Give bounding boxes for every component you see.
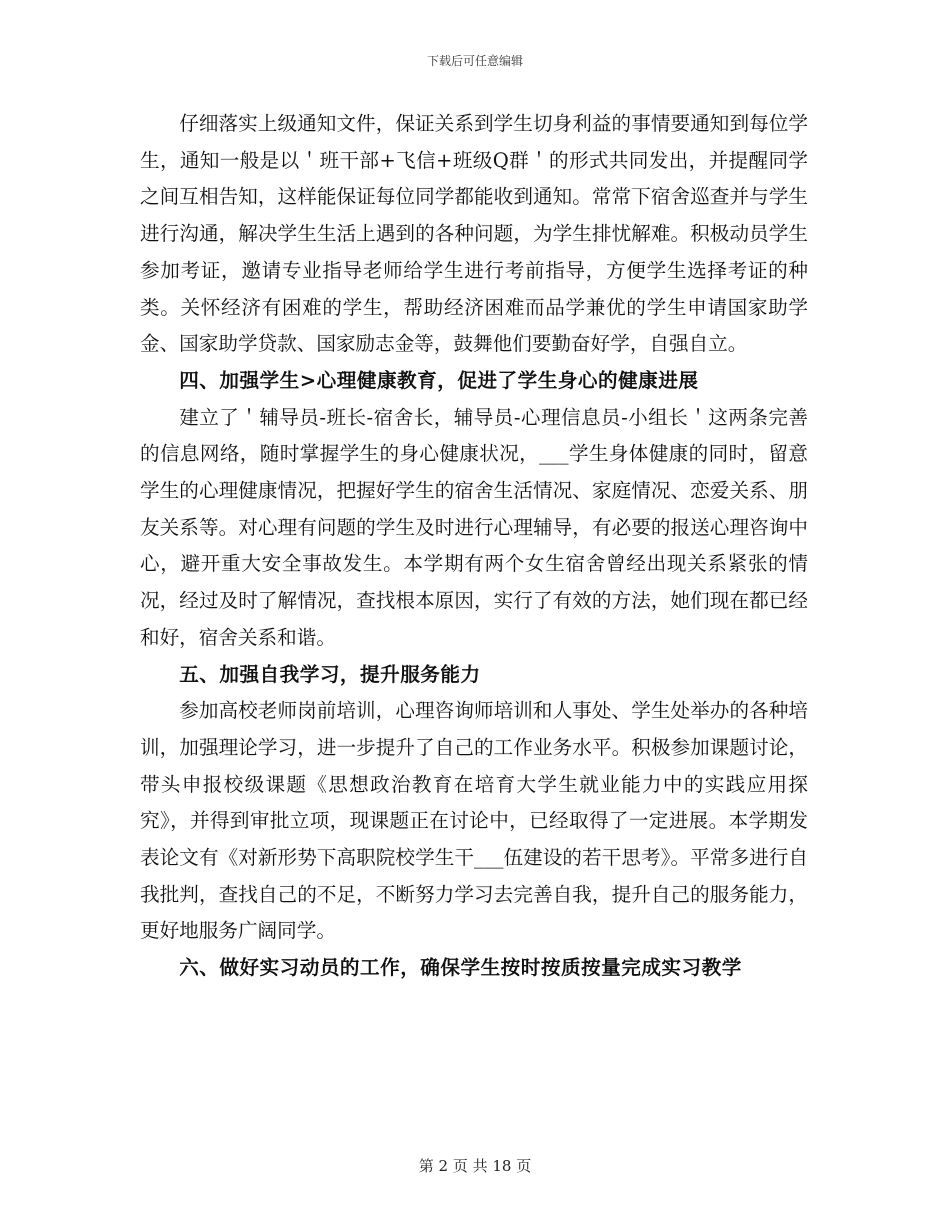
page-header-note: 下载后可任意编辑	[426, 54, 523, 68]
document-body	[140, 106, 808, 987]
paragraph-student-notices: 仔细落实上级通知文件，保证关系到学生切身利益的事情要通知到每位学生，通知一般是以＇班干部+飞信+班级Q群＇的形式共同发出，并提醒同学之间互相告知，这样能保证每位同学都能收到通知。常常下宿舍巡查并与学生进行沟通，解决学生生活上遇到的各种问题，为学生排忧解难。积极动员学生参加考证，邀请专业指导老师给学生进行考前指导，方便学生选择考证的种类。关怀经济有困难的学生，帮助经济困难而品学兼优的学生申请国家助学金、国家助学贷款、国家励志金等，鼓舞他们要勤奋好学，自强自立。	[140, 112, 808, 356]
heading-section-six: 六、做好实习动员的工作，确保学生按时按质按量完成实习教学	[179, 956, 742, 980]
page-number: 第 2 页 共 18 页	[418, 1157, 532, 1175]
paragraph-mental-health: 建立了＇辅导员-班长-宿舍长，辅导员-心理信息员-小组长＇这两条完善的信息网络，随时掌握学生的身心健康状况，___学生身体健康的同时，留意学生的心理健康情况，把握好学生的宿舍生活情况、家庭情况、恋爱关系、朋友关系等。对心理有问题的学生及时进行心理辅导，有必要的报送心理咨询中心，避开重大安全事故发生。本学期有两个女生宿舍曾经出现关系紧张的情况，经过及时了解情况，查找根本原因，实行了有效的方法，她们现在都已经和好，宿舍关系和谐。	[140, 405, 808, 649]
heading-section-four: 四、加强学生>心理健康教育，促进了学生身心的健康进展	[179, 368, 699, 392]
heading-section-five: 五、加强自我学习，提升服务能力	[179, 662, 481, 686]
paragraph-self-study: 参加高校老师岗前培训，心理咨询师培训和人事处、学生处举办的各种培训，加强理论学习，进一步提升了自己的工作业务水平。积极参加课题讨论，带头申报校级课题《思想政治教育在培育大学生就业能力中的实践应用探究》，并得到审批立项，现课题正在讨论中，已经取得了一定进展。本学期发表论文有《对新形势下高职院校学生干___伍建设的若干思考》。平常多进行自我批判，查找自己的不足，不断努力学习去完善自我，提升自己的服务能力，更好地服务广阔同学。	[140, 699, 808, 943]
